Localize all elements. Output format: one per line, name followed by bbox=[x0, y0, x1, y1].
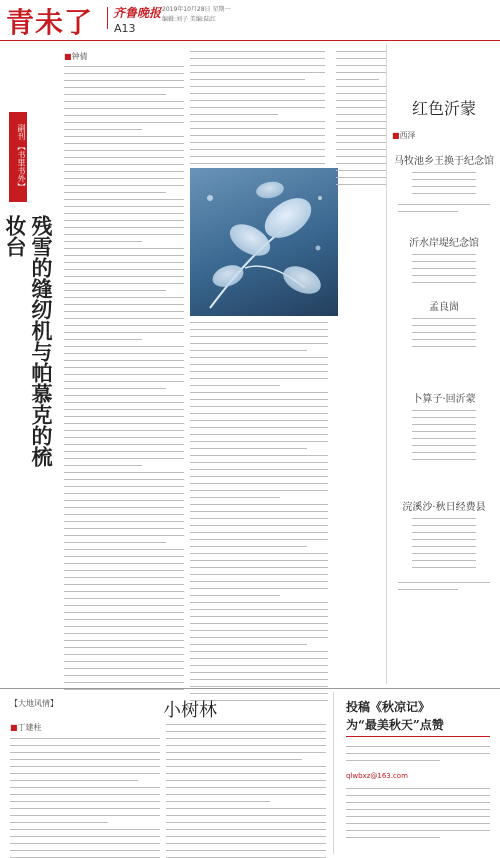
masthead-title: 青未了 bbox=[6, 6, 94, 39]
submission-ad bbox=[340, 692, 496, 854]
bottom-byline: ■丁建柱 bbox=[10, 723, 42, 732]
article-headline: 残雪的缝纫机与帕慕克的梳妆台 bbox=[3, 215, 54, 467]
masthead-divider bbox=[107, 7, 108, 29]
masthead-rule bbox=[0, 40, 500, 41]
bottom-body-col-2 bbox=[166, 724, 326, 852]
poem-title-4: 卜算子·回沂蒙 bbox=[412, 394, 476, 405]
article-category: 副刊 bbox=[17, 123, 26, 140]
ad-email[interactable]: qlwbxz@163.com bbox=[346, 772, 408, 780]
bottom-body-col-1 bbox=[10, 738, 160, 852]
article-author: 钟倩 bbox=[71, 52, 88, 61]
poem-note-1 bbox=[398, 204, 490, 218]
article-body-col-1 bbox=[64, 66, 184, 686]
bottom-section-rule bbox=[0, 688, 500, 689]
poem-title-5: 浣溪沙·秋日经费县 bbox=[402, 502, 486, 513]
masthead-editors: 编辑:刘子 美编:陆红 bbox=[162, 16, 216, 23]
bottom-author: 丁建柱 bbox=[17, 723, 42, 732]
poem-title-3: 孟良崮 bbox=[429, 302, 459, 313]
ad-body-top bbox=[346, 746, 490, 767]
ad-title-line-1: 投稿《秋凉记》 bbox=[346, 700, 431, 714]
masthead-page-number: A13 bbox=[114, 22, 136, 35]
poem-body-1 bbox=[412, 172, 476, 200]
article-body-col-3 bbox=[336, 51, 386, 171]
poem-note-5 bbox=[398, 582, 490, 596]
column-divider-right bbox=[386, 44, 387, 684]
article-body-col-2-top bbox=[190, 51, 325, 171]
article-body-col-2-bottom bbox=[190, 322, 328, 687]
bottom-article-title: 小树林 bbox=[163, 700, 217, 721]
poem-section-title: 红色沂蒙 bbox=[411, 99, 476, 118]
masthead-date: 2019年10月28日 星期一 bbox=[162, 6, 231, 13]
bottom-column-divider bbox=[333, 692, 334, 854]
masthead bbox=[0, 0, 500, 38]
ad-title-line-2: 为“最美秋天”点赞 bbox=[346, 718, 444, 732]
poem-title-2: 沂水岸堤纪念馆 bbox=[409, 238, 479, 249]
poem-body-2 bbox=[412, 254, 476, 289]
poem-section-byline: ■西泽 bbox=[392, 131, 416, 140]
ad-body-bottom bbox=[346, 788, 490, 844]
ad-title-underline bbox=[346, 736, 490, 737]
article-tag bbox=[9, 112, 27, 202]
article-byline: ■钟倩 bbox=[64, 52, 88, 61]
poem-section bbox=[390, 44, 498, 684]
masthead-logo: 齐鲁晚报 bbox=[113, 6, 162, 20]
poem-author: 西泽 bbox=[399, 131, 416, 140]
poem-title-1: 马牧池乡王换于纪念馆 bbox=[394, 156, 494, 167]
poem-body-3 bbox=[412, 318, 476, 353]
bottom-column-name: 【大地风情】 bbox=[10, 699, 58, 708]
poem-body-5 bbox=[412, 518, 476, 574]
poem-body-4 bbox=[412, 410, 476, 466]
frosted-leaves-image bbox=[190, 168, 338, 316]
article-section: 【书里书外】 bbox=[17, 142, 26, 191]
leaves-illustration bbox=[190, 168, 338, 316]
